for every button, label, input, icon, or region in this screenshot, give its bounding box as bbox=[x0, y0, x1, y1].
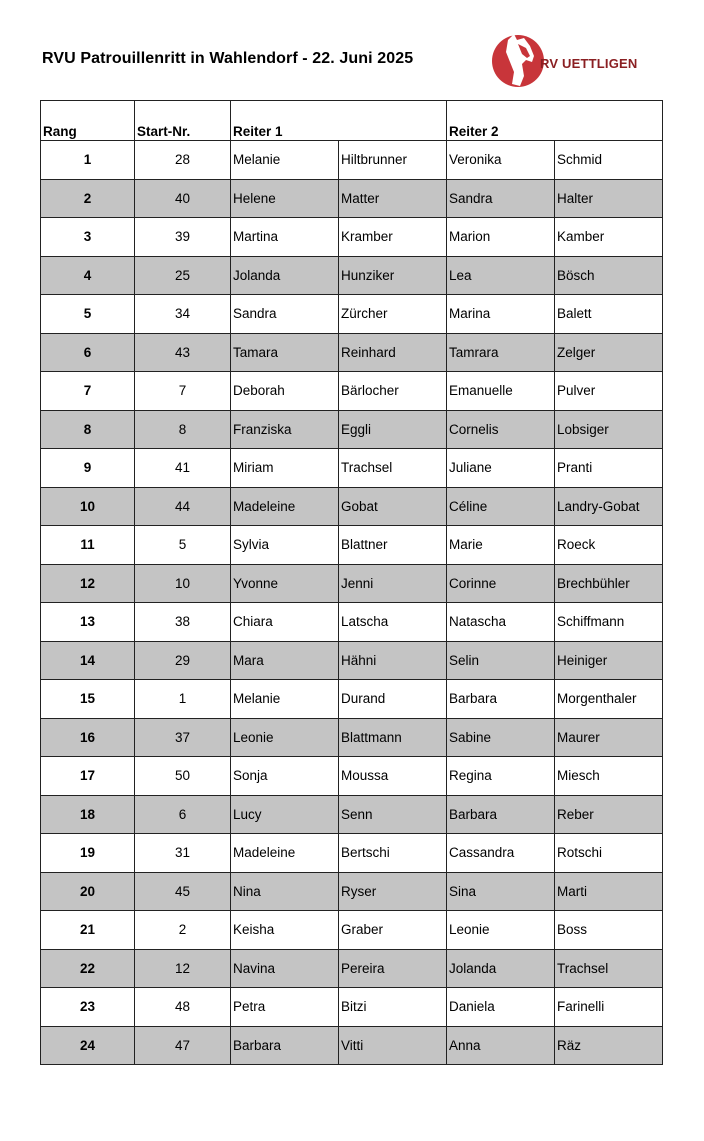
rider1-first-name-cell: Barbara bbox=[231, 1026, 339, 1065]
rank-cell: 12 bbox=[41, 564, 135, 603]
rider1-last-name-cell: Graber bbox=[339, 911, 447, 950]
start-number-cell: 39 bbox=[135, 218, 231, 257]
rider1-first-name-cell: Franziska bbox=[231, 410, 339, 449]
start-number-cell: 37 bbox=[135, 718, 231, 757]
rider1-last-name-cell: Matter bbox=[339, 179, 447, 218]
rider2-first-name-cell: Sabine bbox=[447, 718, 555, 757]
rider1-last-name-cell: Blattner bbox=[339, 526, 447, 565]
rider2-first-name-cell: Emanuelle bbox=[447, 372, 555, 411]
rider2-last-name-cell: Boss bbox=[555, 911, 663, 950]
rider1-first-name-cell: Mara bbox=[231, 641, 339, 680]
rider2-first-name-cell: Tamrara bbox=[447, 333, 555, 372]
rank-cell: 14 bbox=[41, 641, 135, 680]
rank-cell: 4 bbox=[41, 256, 135, 295]
start-number-cell: 7 bbox=[135, 372, 231, 411]
table-row bbox=[41, 834, 663, 873]
rider2-first-name-cell: Natascha bbox=[447, 603, 555, 642]
rider2-first-name-cell: Céline bbox=[447, 487, 555, 526]
rider2-last-name-cell: Heiniger bbox=[555, 641, 663, 680]
results-table bbox=[40, 100, 663, 1065]
rank-cell: 24 bbox=[41, 1026, 135, 1065]
rider1-last-name-cell: Ryser bbox=[339, 872, 447, 911]
rider1-first-name-cell: Miriam bbox=[231, 449, 339, 488]
rider1-first-name-cell: Keisha bbox=[231, 911, 339, 950]
rider2-last-name-cell: Maurer bbox=[555, 718, 663, 757]
table-row bbox=[41, 795, 663, 834]
rider1-last-name-cell: Bärlocher bbox=[339, 372, 447, 411]
logo-text: RV UETTLIGEN bbox=[540, 56, 638, 71]
rider2-first-name-cell: Anna bbox=[447, 1026, 555, 1065]
rank-cell: 21 bbox=[41, 911, 135, 950]
rank-cell: 18 bbox=[41, 795, 135, 834]
rider2-last-name-cell: Morgenthaler bbox=[555, 680, 663, 719]
start-number-cell: 29 bbox=[135, 641, 231, 680]
rider1-last-name-cell: Bertschi bbox=[339, 834, 447, 873]
rider2-last-name-cell: Marti bbox=[555, 872, 663, 911]
start-number-cell: 44 bbox=[135, 487, 231, 526]
rider2-last-name-cell: Miesch bbox=[555, 757, 663, 796]
rider1-last-name-cell: Kramber bbox=[339, 218, 447, 257]
rider1-last-name-cell: Latscha bbox=[339, 603, 447, 642]
header-rider-2: Reiter 2 bbox=[447, 101, 663, 141]
rank-cell: 10 bbox=[41, 487, 135, 526]
rider1-first-name-cell: Chiara bbox=[231, 603, 339, 642]
rider1-last-name-cell: Hunziker bbox=[339, 256, 447, 295]
rider2-last-name-cell: Landry-Gobat bbox=[555, 487, 663, 526]
table-row bbox=[41, 680, 663, 719]
start-number-cell: 43 bbox=[135, 333, 231, 372]
rider2-last-name-cell: Farinelli bbox=[555, 988, 663, 1027]
table-header-row bbox=[41, 101, 663, 141]
rank-cell: 15 bbox=[41, 680, 135, 719]
rider2-last-name-cell: Schmid bbox=[555, 141, 663, 180]
table-row bbox=[41, 333, 663, 372]
rank-cell: 2 bbox=[41, 179, 135, 218]
rider2-first-name-cell: Marion bbox=[447, 218, 555, 257]
rank-cell: 17 bbox=[41, 757, 135, 796]
start-number-cell: 10 bbox=[135, 564, 231, 603]
club-logo bbox=[490, 26, 638, 96]
rider1-first-name-cell: Martina bbox=[231, 218, 339, 257]
rank-cell: 3 bbox=[41, 218, 135, 257]
rider2-last-name-cell: Roeck bbox=[555, 526, 663, 565]
rider2-first-name-cell: Daniela bbox=[447, 988, 555, 1027]
table-row bbox=[41, 487, 663, 526]
rider1-last-name-cell: Vitti bbox=[339, 1026, 447, 1065]
start-number-cell: 2 bbox=[135, 911, 231, 950]
rider1-first-name-cell: Helene bbox=[231, 179, 339, 218]
rider2-last-name-cell: Zelger bbox=[555, 333, 663, 372]
rider2-first-name-cell: Cassandra bbox=[447, 834, 555, 873]
table-row bbox=[41, 949, 663, 988]
rider1-first-name-cell: Sonja bbox=[231, 757, 339, 796]
rider2-first-name-cell: Leonie bbox=[447, 911, 555, 950]
table-row bbox=[41, 641, 663, 680]
table-row bbox=[41, 218, 663, 257]
rider2-last-name-cell: Trachsel bbox=[555, 949, 663, 988]
rank-cell: 23 bbox=[41, 988, 135, 1027]
rider2-first-name-cell: Barbara bbox=[447, 795, 555, 834]
rider1-first-name-cell: Jolanda bbox=[231, 256, 339, 295]
start-number-cell: 5 bbox=[135, 526, 231, 565]
rank-cell: 1 bbox=[41, 141, 135, 180]
rider1-first-name-cell: Nina bbox=[231, 872, 339, 911]
rider2-last-name-cell: Balett bbox=[555, 295, 663, 334]
rider2-first-name-cell: Sina bbox=[447, 872, 555, 911]
table-row bbox=[41, 1026, 663, 1065]
rider1-first-name-cell: Yvonne bbox=[231, 564, 339, 603]
rider1-last-name-cell: Jenni bbox=[339, 564, 447, 603]
rank-cell: 8 bbox=[41, 410, 135, 449]
rider2-last-name-cell: Pulver bbox=[555, 372, 663, 411]
rider1-first-name-cell: Lucy bbox=[231, 795, 339, 834]
header-rank: Rang bbox=[41, 101, 135, 141]
table-row bbox=[41, 757, 663, 796]
start-number-cell: 6 bbox=[135, 795, 231, 834]
table-row bbox=[41, 449, 663, 488]
rider1-first-name-cell: Sylvia bbox=[231, 526, 339, 565]
rider1-last-name-cell: Blattmann bbox=[339, 718, 447, 757]
rider2-first-name-cell: Selin bbox=[447, 641, 555, 680]
rider2-last-name-cell: Schiffmann bbox=[555, 603, 663, 642]
rider2-first-name-cell: Marie bbox=[447, 526, 555, 565]
header-rider-1: Reiter 1 bbox=[231, 101, 447, 141]
rider1-first-name-cell: Melanie bbox=[231, 680, 339, 719]
rider1-first-name-cell: Tamara bbox=[231, 333, 339, 372]
rider1-first-name-cell: Sandra bbox=[231, 295, 339, 334]
start-number-cell: 34 bbox=[135, 295, 231, 334]
rider2-last-name-cell: Lobsiger bbox=[555, 410, 663, 449]
rider2-first-name-cell: Barbara bbox=[447, 680, 555, 719]
rank-cell: 22 bbox=[41, 949, 135, 988]
table-row bbox=[41, 141, 663, 180]
rider2-first-name-cell: Juliane bbox=[447, 449, 555, 488]
table-row bbox=[41, 872, 663, 911]
rank-cell: 16 bbox=[41, 718, 135, 757]
start-number-cell: 50 bbox=[135, 757, 231, 796]
rider2-first-name-cell: Jolanda bbox=[447, 949, 555, 988]
table-row bbox=[41, 410, 663, 449]
rider1-last-name-cell: Hiltbrunner bbox=[339, 141, 447, 180]
rider2-first-name-cell: Regina bbox=[447, 757, 555, 796]
table-row bbox=[41, 564, 663, 603]
table-row bbox=[41, 256, 663, 295]
rider2-last-name-cell: Halter bbox=[555, 179, 663, 218]
start-number-cell: 38 bbox=[135, 603, 231, 642]
rider1-last-name-cell: Pereira bbox=[339, 949, 447, 988]
rider1-first-name-cell: Madeleine bbox=[231, 834, 339, 873]
rider2-last-name-cell: Rotschi bbox=[555, 834, 663, 873]
rider2-last-name-cell: Bösch bbox=[555, 256, 663, 295]
rider1-last-name-cell: Hähni bbox=[339, 641, 447, 680]
rank-cell: 5 bbox=[41, 295, 135, 334]
start-number-cell: 45 bbox=[135, 872, 231, 911]
rider2-first-name-cell: Corinne bbox=[447, 564, 555, 603]
rider1-first-name-cell: Leonie bbox=[231, 718, 339, 757]
rank-cell: 20 bbox=[41, 872, 135, 911]
table-row bbox=[41, 988, 663, 1027]
table-row bbox=[41, 526, 663, 565]
rank-cell: 13 bbox=[41, 603, 135, 642]
rider2-last-name-cell: Brechbühler bbox=[555, 564, 663, 603]
start-number-cell: 31 bbox=[135, 834, 231, 873]
rank-cell: 7 bbox=[41, 372, 135, 411]
rider2-first-name-cell: Sandra bbox=[447, 179, 555, 218]
rider1-last-name-cell: Gobat bbox=[339, 487, 447, 526]
rider2-first-name-cell: Cornelis bbox=[447, 410, 555, 449]
rider2-first-name-cell: Veronika bbox=[447, 141, 555, 180]
start-number-cell: 1 bbox=[135, 680, 231, 719]
rider1-first-name-cell: Madeleine bbox=[231, 487, 339, 526]
start-number-cell: 28 bbox=[135, 141, 231, 180]
start-number-cell: 40 bbox=[135, 179, 231, 218]
rank-cell: 19 bbox=[41, 834, 135, 873]
rider1-first-name-cell: Navina bbox=[231, 949, 339, 988]
table-row bbox=[41, 372, 663, 411]
rank-cell: 11 bbox=[41, 526, 135, 565]
start-number-cell: 25 bbox=[135, 256, 231, 295]
rank-cell: 9 bbox=[41, 449, 135, 488]
start-number-cell: 47 bbox=[135, 1026, 231, 1065]
table-row bbox=[41, 179, 663, 218]
table-row bbox=[41, 603, 663, 642]
table-row bbox=[41, 295, 663, 334]
rider1-last-name-cell: Reinhard bbox=[339, 333, 447, 372]
page-title: RVU Patrouillenritt in Wahlendorf - 22. Juni 2025 bbox=[42, 50, 414, 67]
table-row bbox=[41, 911, 663, 950]
rider1-last-name-cell: Bitzi bbox=[339, 988, 447, 1027]
rank-cell: 6 bbox=[41, 333, 135, 372]
rider2-last-name-cell: Reber bbox=[555, 795, 663, 834]
rider2-last-name-cell: Pranti bbox=[555, 449, 663, 488]
rider1-last-name-cell: Senn bbox=[339, 795, 447, 834]
rider2-first-name-cell: Marina bbox=[447, 295, 555, 334]
rider2-first-name-cell: Lea bbox=[447, 256, 555, 295]
table-row bbox=[41, 718, 663, 757]
rider2-last-name-cell: Kamber bbox=[555, 218, 663, 257]
start-number-cell: 12 bbox=[135, 949, 231, 988]
start-number-cell: 8 bbox=[135, 410, 231, 449]
rider1-last-name-cell: Moussa bbox=[339, 757, 447, 796]
rider1-last-name-cell: Zürcher bbox=[339, 295, 447, 334]
start-number-cell: 41 bbox=[135, 449, 231, 488]
rider2-last-name-cell: Räz bbox=[555, 1026, 663, 1065]
rider1-last-name-cell: Durand bbox=[339, 680, 447, 719]
rider1-last-name-cell: Trachsel bbox=[339, 449, 447, 488]
rider1-last-name-cell: Eggli bbox=[339, 410, 447, 449]
rider1-first-name-cell: Deborah bbox=[231, 372, 339, 411]
rider1-first-name-cell: Petra bbox=[231, 988, 339, 1027]
header-start-number: Start-Nr. bbox=[135, 101, 231, 141]
rider1-first-name-cell: Melanie bbox=[231, 141, 339, 180]
start-number-cell: 48 bbox=[135, 988, 231, 1027]
